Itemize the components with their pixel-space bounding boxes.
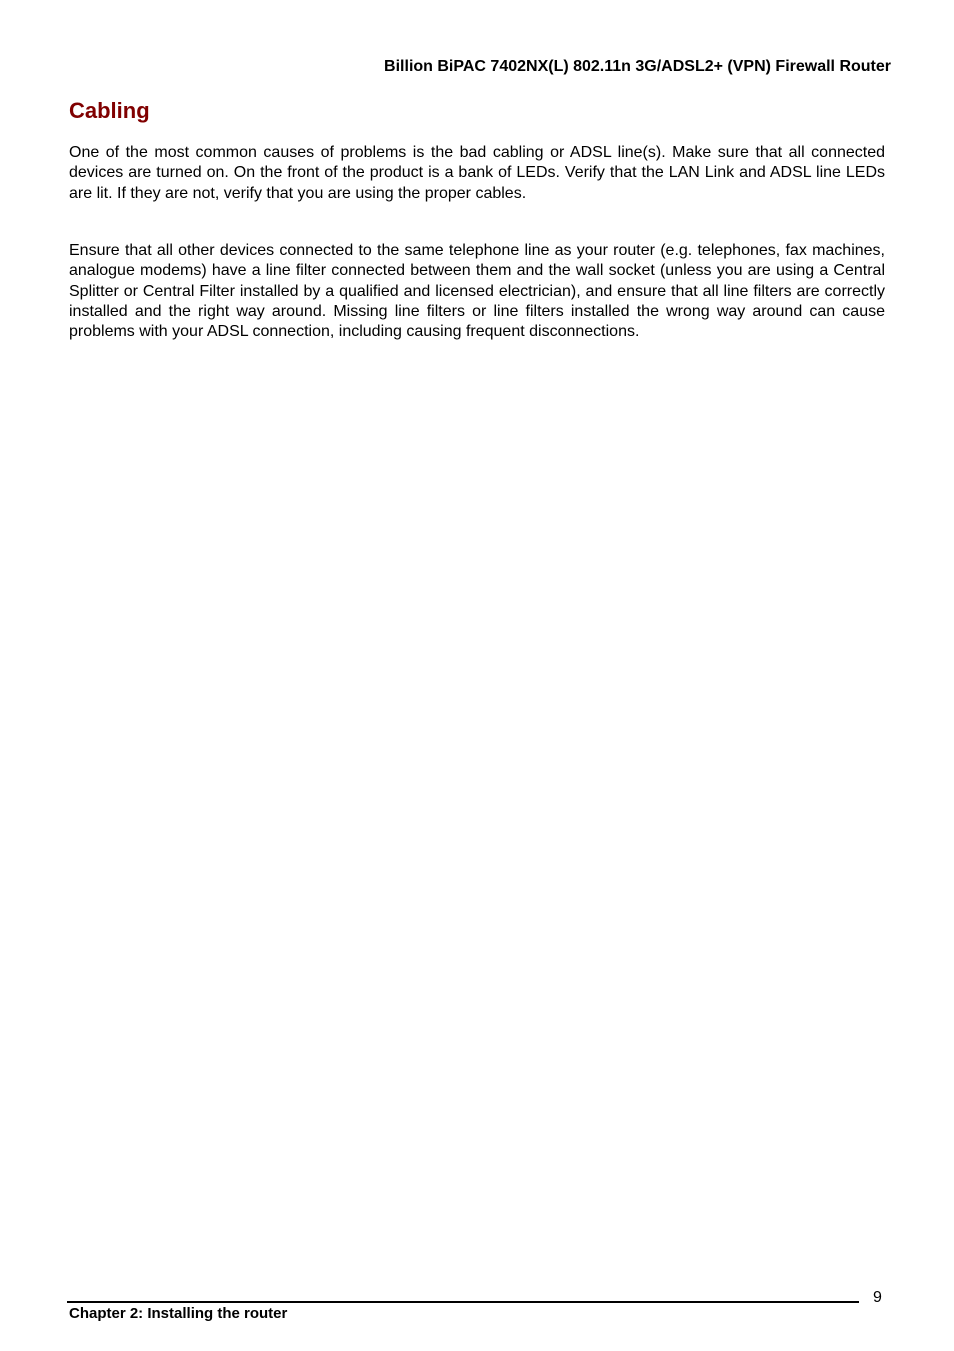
running-header-title: Billion BiPAC 7402NX(L) 802.11n 3G/ADSL2+ (VPN) Firewall Router (384, 58, 891, 75)
footer-divider (67, 1301, 859, 1303)
page-number: 9 (873, 1289, 882, 1306)
body-paragraph-line-filters: Ensure that all other devices connected to the same telephone line as your router (e.g. telephones, fax machines, analogue modems) have a line filter connected between them and the wall socket (unless you are using a Central Splitter or Central Filter installed by a qualified and licensed electrician), and ensure that all line filters are correctly installed and the right way around. Missing line filters or line filters installed the wrong way around can cause problems with your ADSL connection, including causing frequent disconnections. (69, 242, 885, 341)
footer-chapter-title: Chapter 2: Installing the router (69, 1305, 288, 1322)
body-paragraph-cabling-check: One of the most common causes of problems is the bad cabling or ADSL line(s). Make sure that all connected devices are turned on. On the front of the product is a bank of LEDs. Verify that the LAN Link and ADSL line LEDs are lit. If they are not, verify that you are using the proper cables. (69, 144, 885, 202)
section-heading: Cabling (69, 98, 150, 123)
